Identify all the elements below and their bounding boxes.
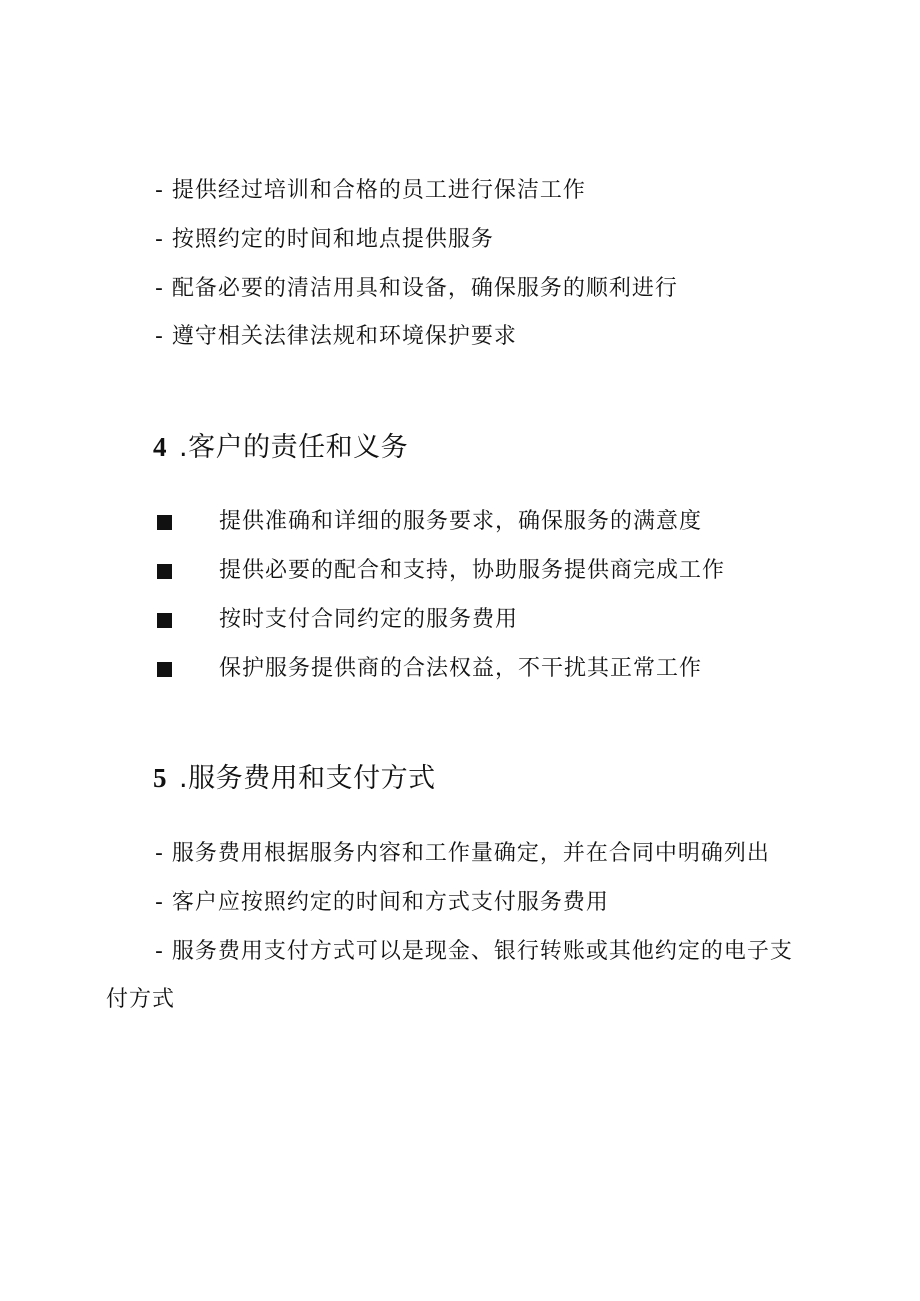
fee-item-2: - 客户应按照约定的时间和方式支付服务费用 (155, 890, 609, 915)
fee-item-3: - 服务费用支付方式可以是现金、银行转账或其他约定的电子支付方式 (106, 939, 793, 1012)
square-bullet-icon (157, 515, 172, 530)
client-duty-text: 提供必要的配合和支持，协助服务提供商完成工作 (219, 558, 726, 583)
section-5-heading (153, 760, 436, 797)
square-bullet-icon (157, 662, 172, 677)
provider-duty-item-1: - 提供经过培训和合格的员工进行保洁工作 (155, 178, 586, 203)
section-4-number: 4 (153, 432, 167, 462)
section-5-number: 5 (153, 763, 167, 793)
section-4-title: .客户的责任和义务 (179, 432, 409, 463)
client-duty-text: 保护服务提供商的合法权益，不干扰其正常工作 (219, 656, 703, 681)
client-duty-text: 按时支付合同约定的服务费用 (219, 607, 519, 632)
square-bullet-icon (157, 564, 172, 579)
client-duty-text: 提供准确和详细的服务要求，确保服务的满意度 (219, 509, 703, 534)
section-5-title: .服务费用和支付方式 (179, 763, 436, 794)
provider-duty-item-2: - 按照约定的时间和地点提供服务 (155, 227, 494, 252)
section-4-heading (153, 429, 408, 466)
provider-duty-item-4: - 遵守相关法律法规和环境保护要求 (155, 324, 517, 349)
fee-item-1: - 服务费用根据服务内容和工作量确定，并在合同中明确列出 (155, 841, 770, 866)
square-bullet-icon (157, 613, 172, 628)
provider-duty-item-3: - 配备必要的清洁用具和设备，确保服务的顺利进行 (155, 276, 678, 301)
